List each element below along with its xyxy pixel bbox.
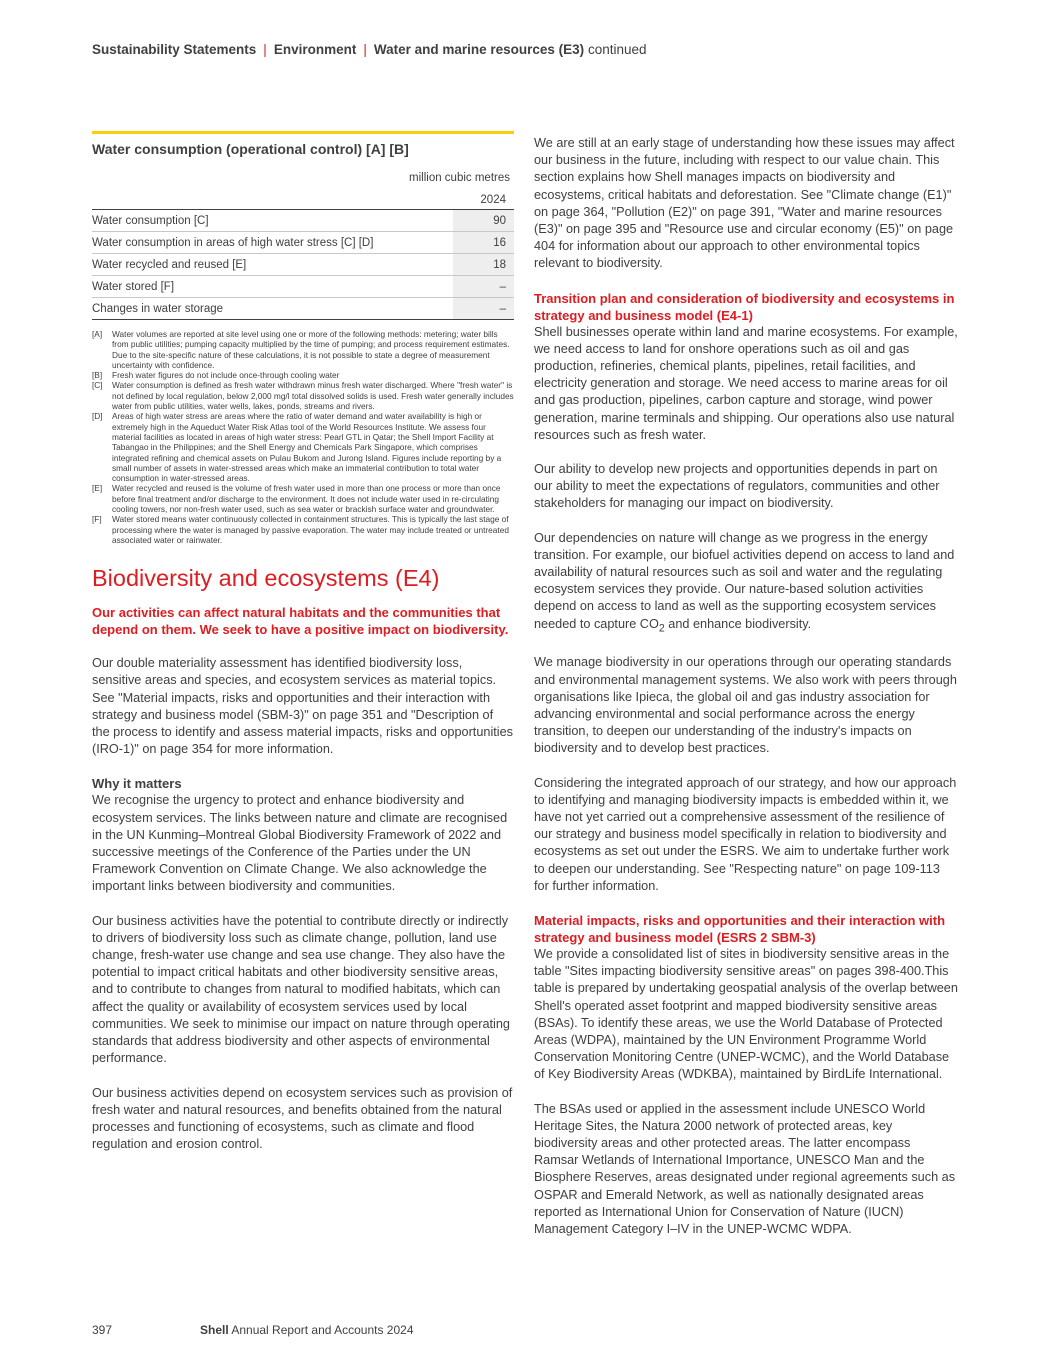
table-row bbox=[92, 232, 514, 254]
table-row bbox=[92, 298, 514, 320]
breadcrumb-environment: Environment bbox=[273, 42, 357, 57]
breadcrumb-separator: | bbox=[263, 42, 267, 57]
table-row bbox=[92, 276, 514, 298]
footnote-key: [A] bbox=[92, 329, 103, 339]
paragraph-integrated: Considering the integrated approach of our strategy, and how our approach to identifying and managing biodiversity impacts is embedded within it, we have not yet carried out a comprehensive assessment of the resilience of our strategy and business model specifically in relation to biodiversity and ecosystems as set out under the ESRS. We aim to undertake further work to deepen our understanding. See "Respecting nature" on page 109-113 for further information. bbox=[534, 775, 957, 893]
footnote-key: [D] bbox=[92, 411, 103, 422]
footnote-text: Areas of high water stress are areas where the ratio of water demand and water availability is high or extremely high in the Aqueduct Water Risk Atlas tool of the World Resources Institute. We assess four material facilities as located in areas of high water stress: Pearl GTL in Qatar; the Shell Import Facility at Tabangao in the Philippines; and the Shell Energy and Chemicals Park Singapore, which comprises integrated refining and chemical assets on Pulau Bukom and Jurong Island. Figures include reporting by a small number of assets in water-stressed areas which make an immaterial contribution to total water consumption in water-stressed areas. bbox=[112, 411, 502, 484]
paragraph-early-stage: We are still at an early stage of understanding how these issues may affect our business in the future, including with respect to our value chain. This section explains how Shell manages impacts on biodiversity and ecosystems, critical habitats and deforestation. See "Climate change (E1)" on page 364, "Pollution (E2)" on page 391, "Water and marine resources (E3)" on page 395 and "Resource use and circular economy (E5)" on page 404 for information about our approach to other environmental topics relevant to biodiversity. bbox=[534, 136, 955, 271]
table-row bbox=[92, 254, 514, 276]
paragraph-why-2: Our business activities have the potential to contribute directly or indirectly to drivers of biodiversity loss such as climate change, pollution, land use change, fresh-water use change and sea use change. They also have the potential to impact critical habitats and other biodiversity sensitive areas, and to contribute to changes from natural to modified habitats, which can affect the quality or availability of ecosystem services used by local communities. We seek to minimise our impact on nature through operating standards that address biodiversity and other aspects of environmental performance. bbox=[92, 913, 510, 1066]
row-label: Water consumption [C] bbox=[92, 215, 209, 227]
footnote bbox=[92, 329, 514, 370]
breadcrumb-sustainability: Sustainability Statements bbox=[92, 42, 257, 57]
section-lead: Our activities can affect natural habitats and the communities that depend on them. We seek to have a positive impact on biodiversity. bbox=[92, 605, 509, 638]
dependencies-text-end: and enhance biodiversity. bbox=[664, 616, 812, 631]
header-continued: continued bbox=[587, 42, 647, 57]
row-label: Water recycled and reused [E] bbox=[92, 259, 247, 271]
breadcrumb-separator: | bbox=[363, 42, 367, 57]
paragraph-dependencies bbox=[534, 530, 958, 638]
paragraph-intro: Our double materiality assessment has identified biodiversity loss, sensitive areas and species, and ecosystem services as material topics. See "Material impacts, risks and opportunities and their interaction with strategy and business model (SBM-3)" on page 351 and "Description of the process to identify and assess material impacts, risks and opportunities (IRO-1)" on page 354 for more information. bbox=[92, 656, 514, 757]
footnote-text: Water volumes are reported at site level using one or more of the following methods: metering; water bills from public utilities; pumping capacity multiplied by the time of pumping; and process requirement estimates. Due to the site-specific nature of these calculations, it is not possible to state a degree of measurement uncertainty with confidence. bbox=[112, 329, 510, 370]
subheading-transition-plan: Transition plan and consideration of biodiversity and ecosystems in strategy and business model (E4-1) bbox=[534, 290, 955, 323]
subheading-material-impacts: Material impacts, risks and opportunities and their interaction with strategy and business model (ESRS 2 SBM-3) bbox=[534, 913, 946, 946]
footnote-text: Fresh water figures do not include once-through cooling water bbox=[112, 370, 340, 381]
paragraph-manage: We manage biodiversity in our operations through our operating standards and environmental management systems. We also work with peers through organisations like Ipieca, the global oil and gas industry association for advancing environmental and social performance across the energy transition, to deepen our understanding of the industry's impacts on biodiversity and to develop best practices. bbox=[534, 655, 957, 756]
page-number: 397 bbox=[92, 1323, 113, 1337]
footnote-key: [E] bbox=[92, 483, 103, 494]
footnote-text: Water consumption is defined as fresh water withdrawn minus fresh water discharged. Where "fresh water" is not defined by local regulation, below 2,000 mg/l total dissolved solids is used. Fresh water generally includes water from public utilities, water wells, lakes, ponds, streams and rivers. bbox=[112, 380, 514, 412]
breadcrumb-water: Water and marine resources (E3) bbox=[373, 42, 585, 57]
footnote-key: [F] bbox=[92, 514, 102, 525]
table-year-header: 2024 bbox=[92, 190, 514, 210]
paragraph-ability: Our ability to develop new projects and opportunities depends in part on our ability to meet the expectations of regulators, communities and other stakeholders for managing our impact on biodiversity. bbox=[534, 462, 940, 511]
paragraph-sites: We provide a consolidated list of sites in biodiversity sensitive areas in the table "Sites impacting biodiversity sensitive areas" on pages 398-400.This table is prepared by undertaking geospatial analysis of the overlap between Shell's operated asset footprint and mapped biodiversity sensitive areas (BSAs). To identify these areas, we use the World Database of Protected Areas (WDPA), maintained by the UN Environment Programme World Conservation Monitoring Centre (UNEP-WCMC), and the World Database of Key Biodiversity Areas (WDKBA), maintained by BirdLife International. bbox=[534, 947, 958, 1082]
footnote-text: Water recycled and reused is the volume of fresh water used in more than one process or more than once before final treatment and/or discharge to the environment. It does not include water used in re-circulating cooling towers, nor non-fresh water used, such as sea water or brackish surface water and groundwater. bbox=[112, 483, 501, 515]
right-column bbox=[534, 135, 958, 1238]
paragraph-why-3: Our business activities depend on ecosystem services such as provision of fresh water and natural resources, and benefits obtained from the natural processes and functioning of ecosystems, such as climate and flood regulation and erosion control. bbox=[92, 1085, 513, 1152]
footnote-key: [B] bbox=[92, 370, 103, 381]
page-footer bbox=[92, 1323, 414, 1337]
footnote bbox=[92, 370, 514, 380]
row-value: 16 bbox=[453, 232, 514, 253]
footnote bbox=[92, 514, 514, 545]
section-heading-biodiversity: Biodiversity and ecosystems (E4) bbox=[92, 565, 440, 592]
row-value: 18 bbox=[453, 254, 514, 275]
left-column bbox=[92, 131, 514, 1153]
footer-report-title: Annual Report and Accounts 2024 bbox=[231, 1323, 414, 1337]
footnote bbox=[92, 411, 514, 483]
footnote bbox=[92, 380, 514, 411]
table-top-rule bbox=[92, 131, 514, 134]
dependencies-text: Our dependencies on nature will change as we progress in the energy transition. For example, our biofuel activities depend on access to land and availability of natural resources such as soil and water and the regulating ecosystem services they provide. Our nature-based solution activities depend on access to land as well as the supporting ecosystem services needed to capture CO bbox=[534, 530, 955, 631]
footnote bbox=[92, 483, 514, 514]
paragraph-operations: Shell businesses operate within land and marine ecosystems. For example, we need access to land for onshore operations such as oil and gas production, refineries, chemical plants, pipelines, retail facilities, and electricity generation and storage. We need access to marine areas for oil and gas production, pipelines, carbon capture and storage, wind power generation, marine terminals and shipping. Our operations also use natural resources such as fresh water. bbox=[534, 324, 958, 442]
table-title: Water consumption (operational control) [A] [B] bbox=[92, 141, 409, 157]
running-header bbox=[92, 42, 647, 57]
footnote-text: Water stored means water continuously collected in containment structures. This is typically the last stage of processing where the water is managed by passive evaporation. The water may include treated or untreated associated water or rainwater. bbox=[112, 514, 509, 545]
row-value: – bbox=[453, 298, 514, 319]
co2-subscript: 2 bbox=[658, 622, 665, 635]
row-label: Changes in water storage bbox=[92, 303, 224, 315]
table-row bbox=[92, 210, 514, 232]
subheading-why-it-matters: Why it matters bbox=[92, 776, 182, 792]
paragraph-why-1: We recognise the urgency to protect and enhance biodiversity and ecosystem services. The links between nature and climate are recognised in the UN Kunming–Montreal Global Biodiversity Framework of 2022 and successive meetings of the Conference of the Parties under the UN Framework Convention on Climate Change. We also acknowledge the important links between biodiversity and communities. bbox=[92, 793, 508, 894]
paragraph-bsas: The BSAs used or applied in the assessment include UNESCO World Heritage Sites, the Natura 2000 network of protected areas, key biodiversity areas and other protected areas. The latter encompass Ramsar Wetlands of International Importance, UNESCO Man and the Biosphere Reserves, areas designated under regional agreements such as OSPAR and Emerald Network, as well as nationally designated areas reported as International Union for Conservation of Nature (IUCN) Management Category I–IV in the UNEP-WCMC WDPA. bbox=[534, 1101, 956, 1237]
footer-brand: Shell bbox=[200, 1323, 229, 1337]
row-label: Water stored [F] bbox=[92, 281, 175, 293]
table-footnotes bbox=[92, 329, 514, 545]
row-value: – bbox=[453, 276, 514, 297]
row-value: 90 bbox=[453, 210, 514, 231]
row-label: Water consumption in areas of high water stress [C] [D] bbox=[92, 237, 374, 249]
table-unit: million cubic metres bbox=[409, 172, 510, 184]
footnote-key: [C] bbox=[92, 380, 103, 391]
